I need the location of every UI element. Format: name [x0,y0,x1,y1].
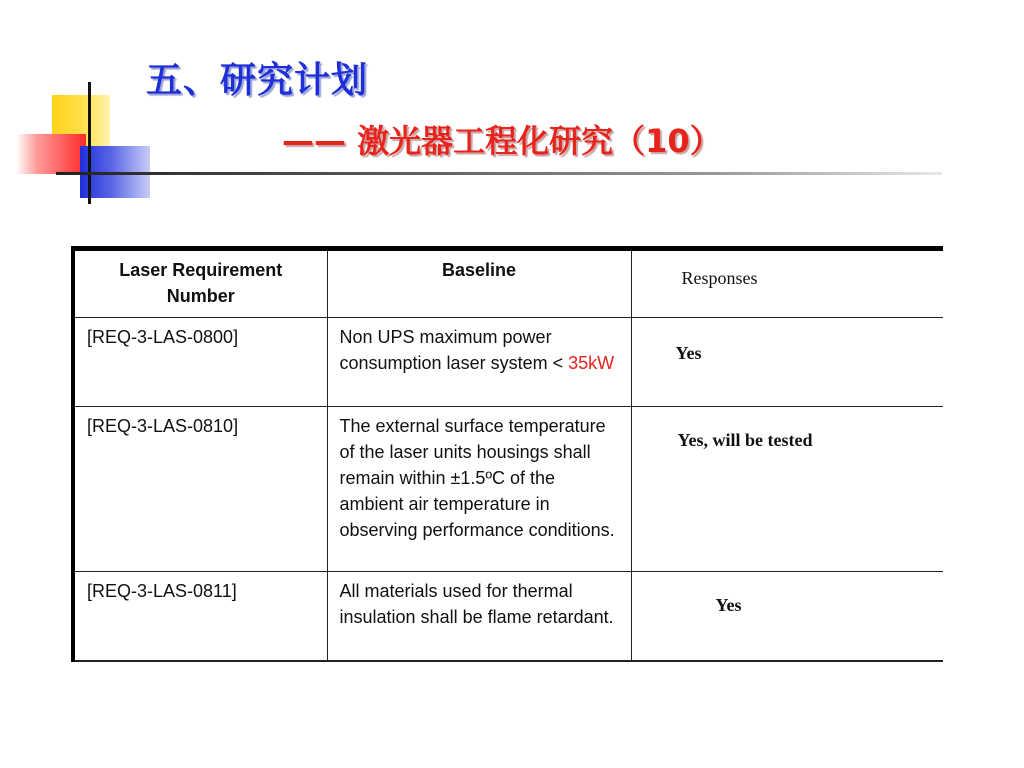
header-baseline: Baseline [327,249,631,318]
response-cell: Yes [631,572,943,662]
requirements-table [71,246,943,662]
baseline-text-highlight: 35kW [568,353,615,373]
baseline-cell: All materials used for thermal insulation shall be flame retardant. [327,572,631,662]
baseline-cell [327,318,631,407]
response-cell: Yes, will be tested [631,407,943,572]
decorative-vertical-line [88,82,91,204]
decorative-red-bar [16,134,86,174]
requirement-id: [REQ-3-LAS-0810] [73,407,327,572]
title-underline [56,172,942,175]
response-cell: Yes [631,318,943,407]
header-responses: Responses [631,249,943,318]
table-header-row [73,249,943,318]
baseline-text: Non UPS maximum power consumption laser system < [339,327,564,373]
slide-subtitle: —— 激光器工程化研究（10） [282,122,722,160]
table-row [73,572,943,662]
baseline-cell: The external surface temperature of the laser units housings shall remain within ±1.5ºC of the ambient air temperature in observing performance conditions. [327,407,631,572]
requirement-id: [REQ-3-LAS-0800] [73,318,327,407]
requirement-id: [REQ-3-LAS-0811] [73,572,327,662]
slide-title: 五、研究计划 [146,60,369,101]
table-row [73,407,943,572]
table-row [73,318,943,407]
header-requirement-number: Laser Requirement Number [73,249,327,318]
